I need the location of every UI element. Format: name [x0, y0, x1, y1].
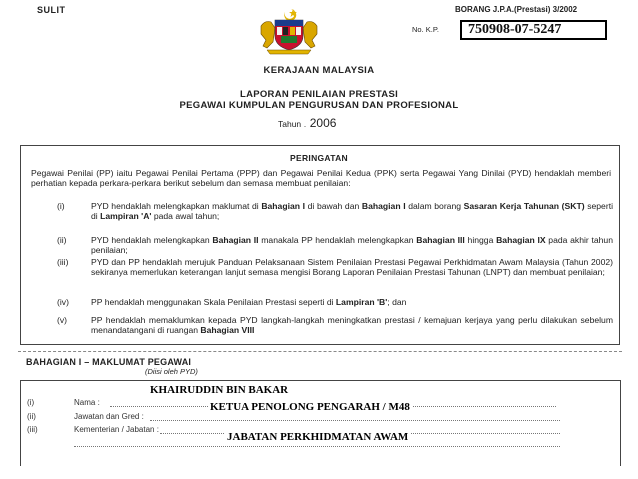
position-line: [150, 420, 560, 421]
item-text: PYD hendaklah melengkapkan maklumat di Bahagian I di bawah dan Bahagian I dalam borang Sasaran Kerja Tahunan (SKT) seperti di Lampiran 'A' pada awal tahun;: [91, 201, 613, 221]
item-text: PP hendaklah menggunakan Skala Penilaian Prestasi seperti di Lampiran 'B'; dan: [91, 297, 407, 307]
item-number: (ii): [57, 235, 67, 245]
section-divider: [18, 351, 622, 352]
nokp-value: 750908-07-5247: [468, 22, 562, 37]
name-label: Nama :: [74, 398, 100, 407]
section-subtitle: (Diisi oleh PYD): [145, 367, 198, 376]
year-dots: .: [303, 119, 308, 129]
item-number: (iv): [57, 297, 69, 307]
item-text: PYD dan PP hendaklah merujuk Panduan Pelaksanaan Sistem Penilaian Prestasi Pegawai Perkhidmatan Awam Malaysia (Tahun 2002) sekiranya memerlukan keterangan lanjut semasa mengisi Borang Laporan Penilaian Prestasi Tahunan (LNPT) dan membuat penilaian;: [91, 257, 613, 277]
item-text: PYD hendaklah melengkapkan Bahagian II manakala PP hendaklah melengkapkan Bahagian III hingga Bahagian IX pada akhir tahun penilaian;: [91, 235, 613, 255]
warning-heading: PERINGATAN: [290, 153, 348, 163]
item-number: (iii): [57, 257, 69, 267]
ministry-line-2: [74, 446, 560, 447]
ministry-field[interactable]: JABATAN PERKHIDMATAN AWAM: [227, 431, 409, 443]
report-title-line2: PEGAWAI KUMPULAN PENGURUSAN DAN PROFESIONAL: [179, 100, 459, 111]
item-number: (v): [57, 315, 68, 325]
year-field[interactable]: 2006: [309, 116, 337, 130]
sulit-label: SULIT: [37, 5, 66, 15]
item-number: (i): [57, 201, 65, 211]
field-number: (ii): [27, 412, 36, 421]
year-row: [278, 116, 336, 130]
government-title: KERAJAAN MALAYSIA: [263, 65, 375, 76]
warning-intro: Pegawai Penilai (PP) iaitu Pegawai Penilai Pertama (PPP) dan Pegawai Penilai Kedua (PPK) serta Pegawai Yang Dinilai (PYD) hendaklah memberi perhatian kepada perkara-perkara berikut sebelum dan semasa membuat penilaian:: [31, 168, 611, 188]
form-code: BORANG J.P.A.(Prestasi) 3/2002: [455, 5, 578, 14]
field-number: (iii): [27, 425, 38, 434]
report-title-line1: LAPORAN PENILAIAN PRESTASI: [239, 89, 399, 100]
nokp-label: No. K.P.: [412, 25, 439, 34]
position-label: Jawatan dan Gred :: [74, 412, 144, 421]
item-text: PP hendaklah memaklumkan kepada PYD langkah-langkah meningkatkan prestasi / kemajuan kerjaya yang perlu dilakukan sebelum menandatangani di ruangan Bahagian VIII: [91, 315, 613, 335]
position-field[interactable]: KETUA PENOLONG PENGARAH / M48: [210, 401, 410, 413]
name-field[interactable]: KHAIRUDDIN BIN BAKAR: [150, 384, 289, 396]
field-number: (i): [27, 398, 35, 407]
malaysia-coat-of-arms-icon: [255, 6, 323, 56]
section-title: BAHAGIAN I – MAKLUMAT PEGAWAI: [26, 357, 192, 367]
nokp-field[interactable]: [460, 20, 607, 40]
ministry-label: Kementerian / Jabatan :: [74, 425, 159, 434]
year-label: Tahun: [278, 119, 302, 129]
officer-info-box: [20, 380, 621, 466]
